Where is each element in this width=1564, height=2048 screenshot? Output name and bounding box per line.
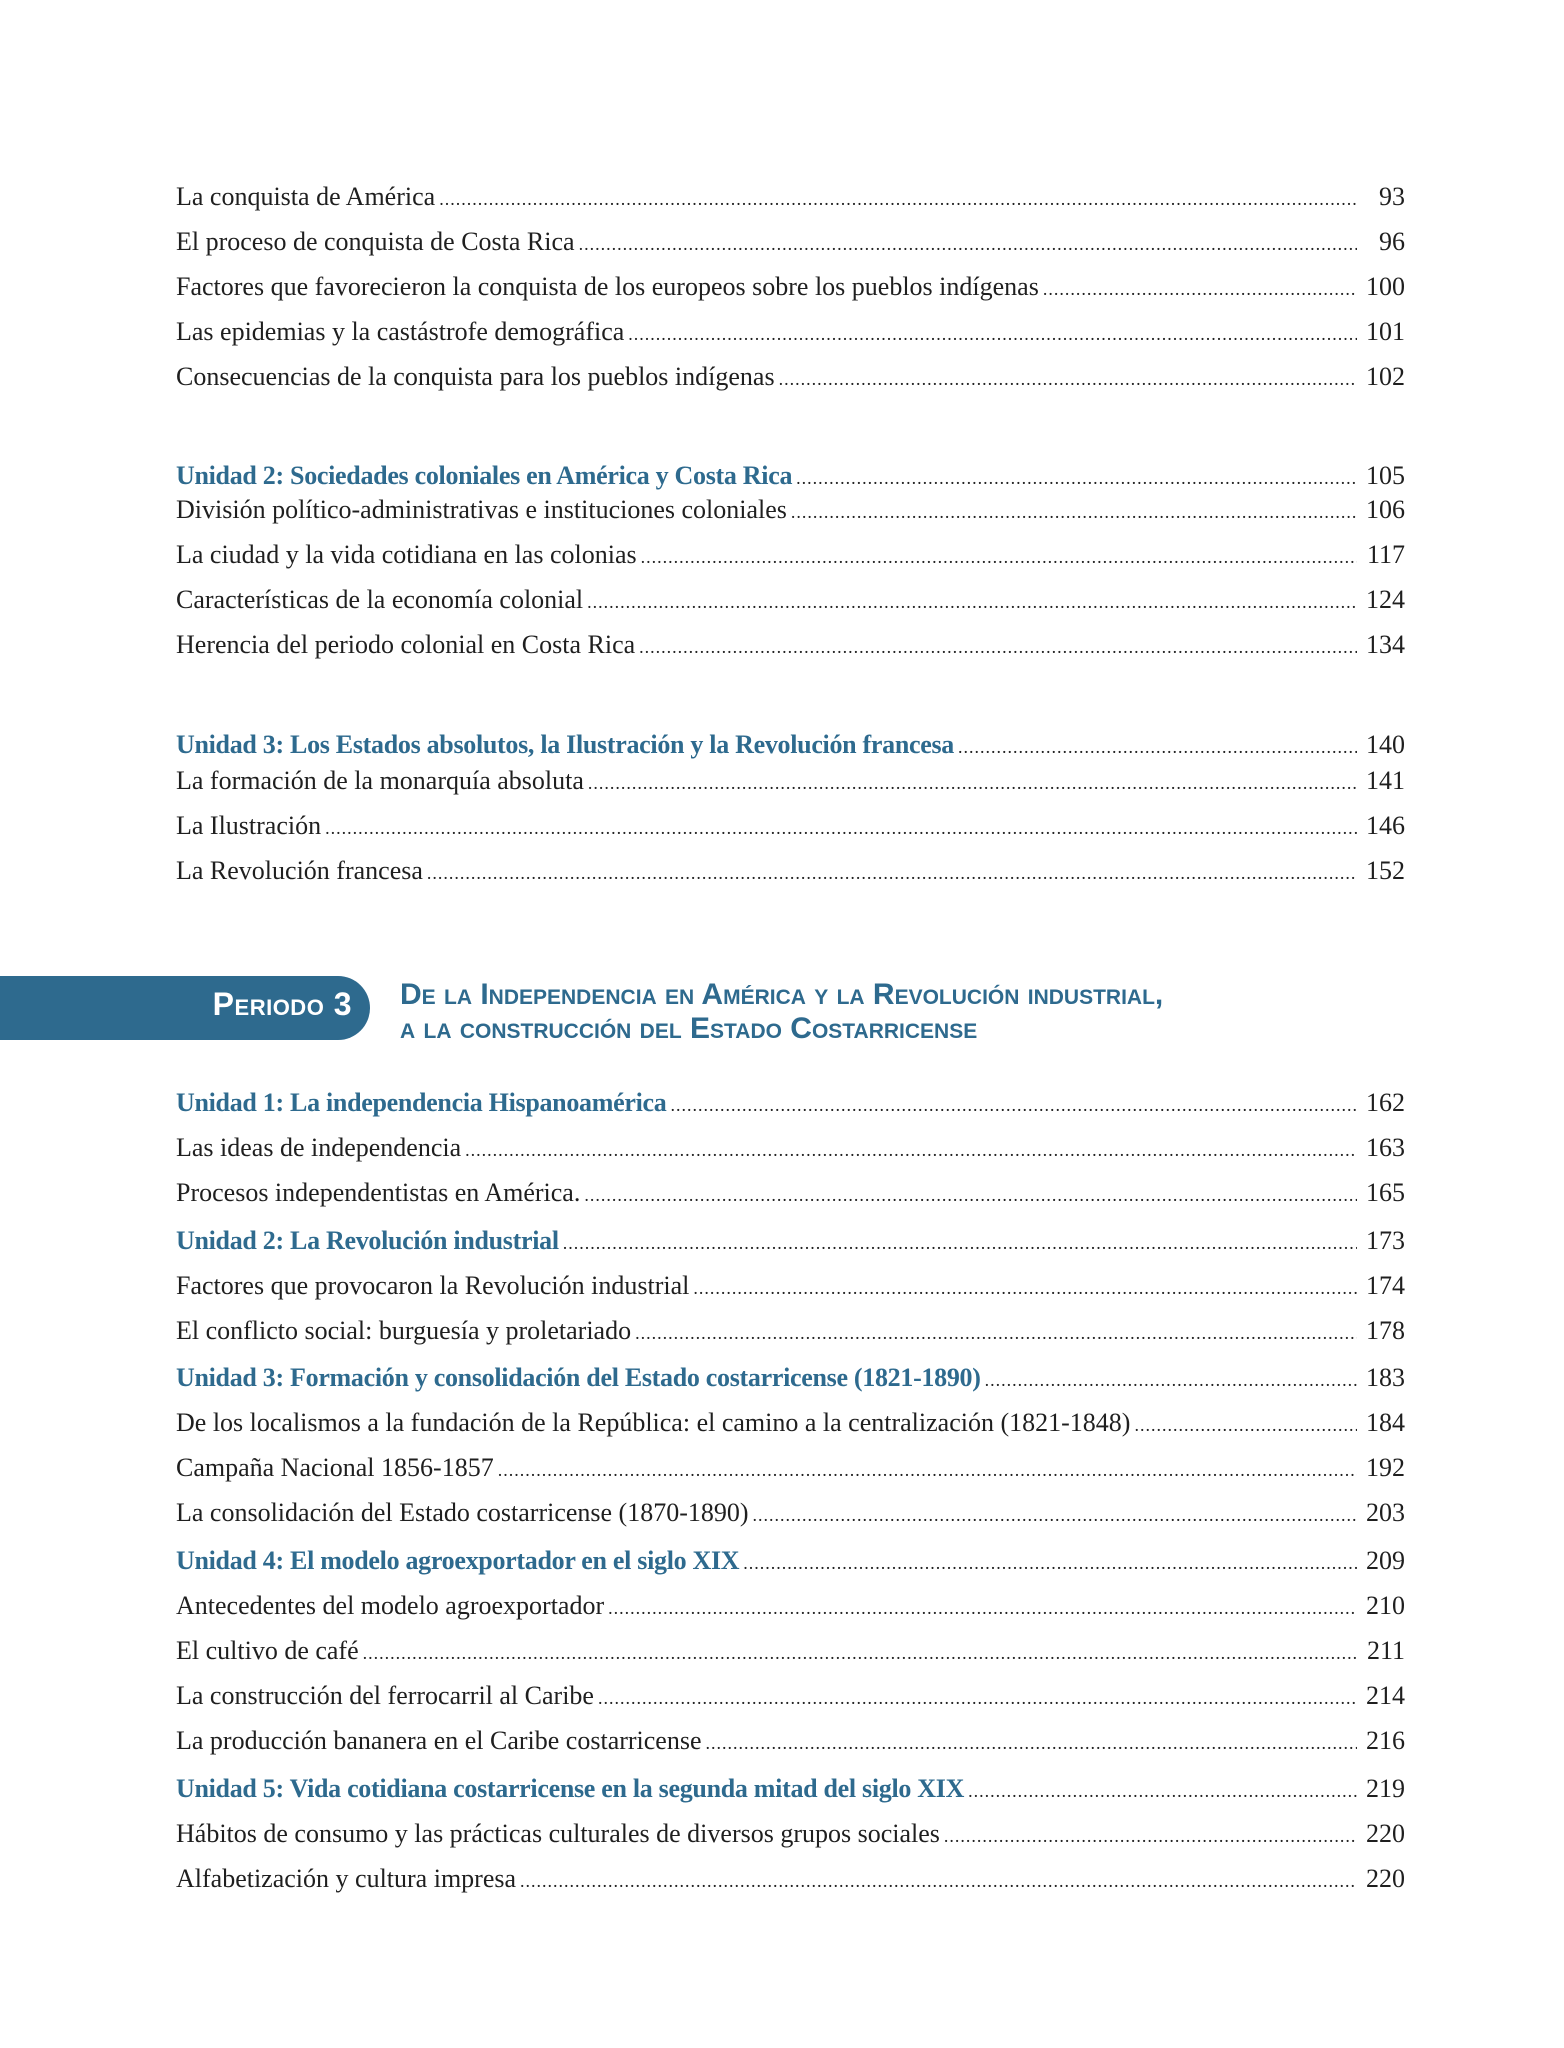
leader-dots: [706, 1723, 1357, 1763]
page-number: 106: [1366, 495, 1405, 524]
entry-title: Procesos independentistas en América.: [176, 1178, 581, 1207]
leader-dots: [563, 1223, 1357, 1263]
page-number: 96: [1379, 227, 1405, 256]
toc-entry[interactable]: [176, 1128, 1405, 1168]
page-number: 211: [1366, 1636, 1405, 1665]
toc-entry[interactable]: [176, 1859, 1405, 1899]
entry-title: De los localismos a la fundación de la República: el camino a la centralización (1821-1848): [176, 1408, 1131, 1437]
entry-title: Herencia del periodo colonial en Costa Rica: [176, 630, 636, 659]
period-badge: [0, 976, 370, 1040]
page-number: 134: [1366, 630, 1405, 659]
toc-entry[interactable]: [176, 222, 1405, 262]
unit-title: Unidad 2: La Revolución industrial: [176, 1226, 559, 1255]
entry-title: Factores que favorecieron la conquista de los europeos sobre los pueblos indígenas: [176, 272, 1039, 301]
toc-entry[interactable]: [176, 1721, 1405, 1761]
entry-title: La formación de la monarquía absoluta: [176, 766, 584, 795]
page-number: 220: [1366, 1864, 1405, 1893]
toc-entry[interactable]: [176, 1631, 1405, 1671]
toc-entry[interactable]: [176, 177, 1405, 217]
toc-entry[interactable]: [176, 357, 1405, 397]
toc-entry[interactable]: [176, 1266, 1405, 1306]
leader-dots: [587, 582, 1357, 622]
leader-dots: [635, 1313, 1357, 1353]
page-number: 214: [1366, 1681, 1405, 1710]
leader-dots: [520, 1861, 1357, 1901]
entry-title: Las epidemias y la castástrofe demográfica: [176, 317, 625, 346]
page-number: 102: [1366, 362, 1405, 391]
page-number: 124: [1366, 585, 1405, 614]
leader-dots: [628, 314, 1357, 354]
leader-dots: [608, 1588, 1357, 1628]
leader-dots: [598, 1678, 1357, 1718]
leader-dots: [753, 1495, 1357, 1535]
toc-entry[interactable]: [176, 580, 1405, 620]
leader-dots: [498, 1450, 1357, 1490]
entry-title: La Ilustración: [176, 811, 322, 840]
leader-dots: [743, 1543, 1357, 1583]
leader-dots: [363, 1633, 1357, 1673]
toc-entry[interactable]: [176, 1173, 1405, 1213]
entry-title: La consolidación del Estado costarricense (1870-1890): [176, 1498, 749, 1527]
page-number: 216: [1366, 1726, 1405, 1755]
unit-title: Unidad 1: La independencia Hispanoamérica: [176, 1088, 667, 1117]
page-number: 173: [1366, 1226, 1405, 1255]
toc-entry[interactable]: [176, 851, 1405, 891]
leader-dots: [791, 492, 1357, 532]
leader-dots: [779, 359, 1357, 399]
toc-entry[interactable]: [176, 267, 1405, 307]
toc-entry[interactable]: [176, 806, 1405, 846]
leader-dots: [588, 763, 1357, 803]
entry-title: Consecuencias de la conquista para los pueblos indígenas: [176, 362, 775, 391]
page-number: 174: [1366, 1271, 1405, 1300]
page-number: 105: [1366, 461, 1405, 490]
toc-entry[interactable]: [176, 625, 1405, 665]
entry-title: La Revolución francesa: [176, 856, 423, 885]
toc-unit-heading[interactable]: [176, 725, 1405, 765]
leader-dots: [944, 1816, 1357, 1856]
leader-dots: [968, 1771, 1357, 1811]
page-number: 163: [1366, 1133, 1405, 1162]
toc-unit-heading[interactable]: [176, 1221, 1405, 1261]
period-label: Periodo 3: [212, 986, 352, 1022]
unit-title: Unidad 3: Formación y consolidación del Estado costarricense (1821-1890): [176, 1363, 981, 1392]
toc-entry[interactable]: [176, 1493, 1405, 1533]
entry-title: La conquista de América: [176, 182, 436, 211]
period-title-line-1: De la Independencia en América y la Revolución industrial,: [400, 978, 1164, 1011]
toc-entry[interactable]: [176, 1586, 1405, 1626]
toc-entry[interactable]: [176, 1448, 1405, 1488]
unit-title: Unidad 2: Sociedades coloniales en América y Costa Rica: [176, 461, 793, 490]
page-number: 117: [1366, 540, 1405, 569]
entry-title: El proceso de conquista de Costa Rica: [176, 227, 575, 256]
toc-unit-heading[interactable]: [176, 1769, 1405, 1809]
page-number: 203: [1366, 1498, 1405, 1527]
page-number: 146: [1366, 811, 1405, 840]
page-number: 209: [1366, 1546, 1405, 1575]
page-number: 178: [1366, 1316, 1405, 1345]
toc-entry[interactable]: [176, 1676, 1405, 1716]
page-number: 165: [1366, 1178, 1405, 1207]
toc-unit-heading[interactable]: [176, 1541, 1405, 1581]
unit-title: Unidad 4: El modelo agroexportador en el siglo XIX: [176, 1546, 740, 1575]
page-number: 219: [1366, 1774, 1405, 1803]
period-title: [400, 978, 1410, 1046]
page-number: 101: [1366, 317, 1405, 346]
leader-dots: [439, 179, 1357, 219]
page-number: 140: [1366, 730, 1405, 759]
leader-dots: [325, 808, 1357, 848]
entry-title: La ciudad y la vida cotidiana en las colonias: [176, 540, 637, 569]
unit-title: Unidad 5: Vida cotidiana costarricense en la segunda mitad del siglo XIX: [176, 1774, 965, 1803]
page-number: 184: [1366, 1408, 1405, 1437]
toc-entry[interactable]: [176, 761, 1405, 801]
toc-entry[interactable]: [176, 1311, 1405, 1351]
entry-title: La producción bananera en el Caribe costarricense: [176, 1726, 702, 1755]
entry-title: Las ideas de independencia: [176, 1133, 462, 1162]
leader-dots: [670, 1085, 1357, 1125]
entry-title: División político-administrativas e instituciones coloniales: [176, 495, 787, 524]
toc-entry[interactable]: [176, 535, 1405, 575]
leader-dots: [985, 1360, 1357, 1400]
entry-title: El conflicto social: burguesía y proletariado: [176, 1316, 632, 1345]
page-number: 220: [1366, 1819, 1405, 1848]
leader-dots: [639, 627, 1357, 667]
leader-dots: [584, 1175, 1357, 1215]
page-number: 141: [1366, 766, 1405, 795]
toc-unit-heading[interactable]: [176, 1358, 1405, 1398]
entry-title: Hábitos de consumo y las prácticas culturales de diversos grupos sociales: [176, 1819, 940, 1848]
entry-title: Campaña Nacional 1856-1857: [176, 1453, 494, 1482]
leader-dots: [465, 1130, 1357, 1170]
entry-title: Factores que provocaron la Revolución industrial: [176, 1271, 690, 1300]
unit-title: Unidad 3: Los Estados absolutos, la Ilustración y la Revolución francesa: [176, 730, 955, 759]
leader-dots: [693, 1268, 1357, 1308]
leader-dots: [427, 853, 1357, 893]
page-number: 192: [1366, 1453, 1405, 1482]
entry-title: Alfabetización y cultura impresa: [176, 1864, 517, 1893]
toc-entry[interactable]: [176, 1814, 1405, 1854]
toc-unit-heading[interactable]: [176, 1083, 1405, 1123]
page-number: 100: [1366, 272, 1405, 301]
entry-title: Antecedentes del modelo agroexportador: [176, 1591, 605, 1620]
entry-title: Características de la economía colonial: [176, 585, 584, 614]
leader-dots: [579, 224, 1357, 264]
toc-entry[interactable]: [176, 312, 1405, 352]
page-number: 152: [1366, 856, 1405, 885]
toc-entry[interactable]: [176, 1403, 1405, 1443]
leader-dots: [1043, 269, 1357, 309]
entry-title: El cultivo de café: [176, 1636, 359, 1665]
toc-entry[interactable]: [176, 490, 1405, 530]
page-number: 162: [1366, 1088, 1405, 1117]
page-number: 183: [1366, 1363, 1405, 1392]
page-number: 210: [1366, 1591, 1405, 1620]
leader-dots: [641, 537, 1357, 577]
entry-title: La construcción del ferrocarril al Caribe: [176, 1681, 594, 1710]
leader-dots: [1134, 1405, 1357, 1445]
period-title-line-2: a la construcción del Estado Costarricense: [400, 1012, 978, 1045]
page-number: 93: [1379, 182, 1405, 211]
